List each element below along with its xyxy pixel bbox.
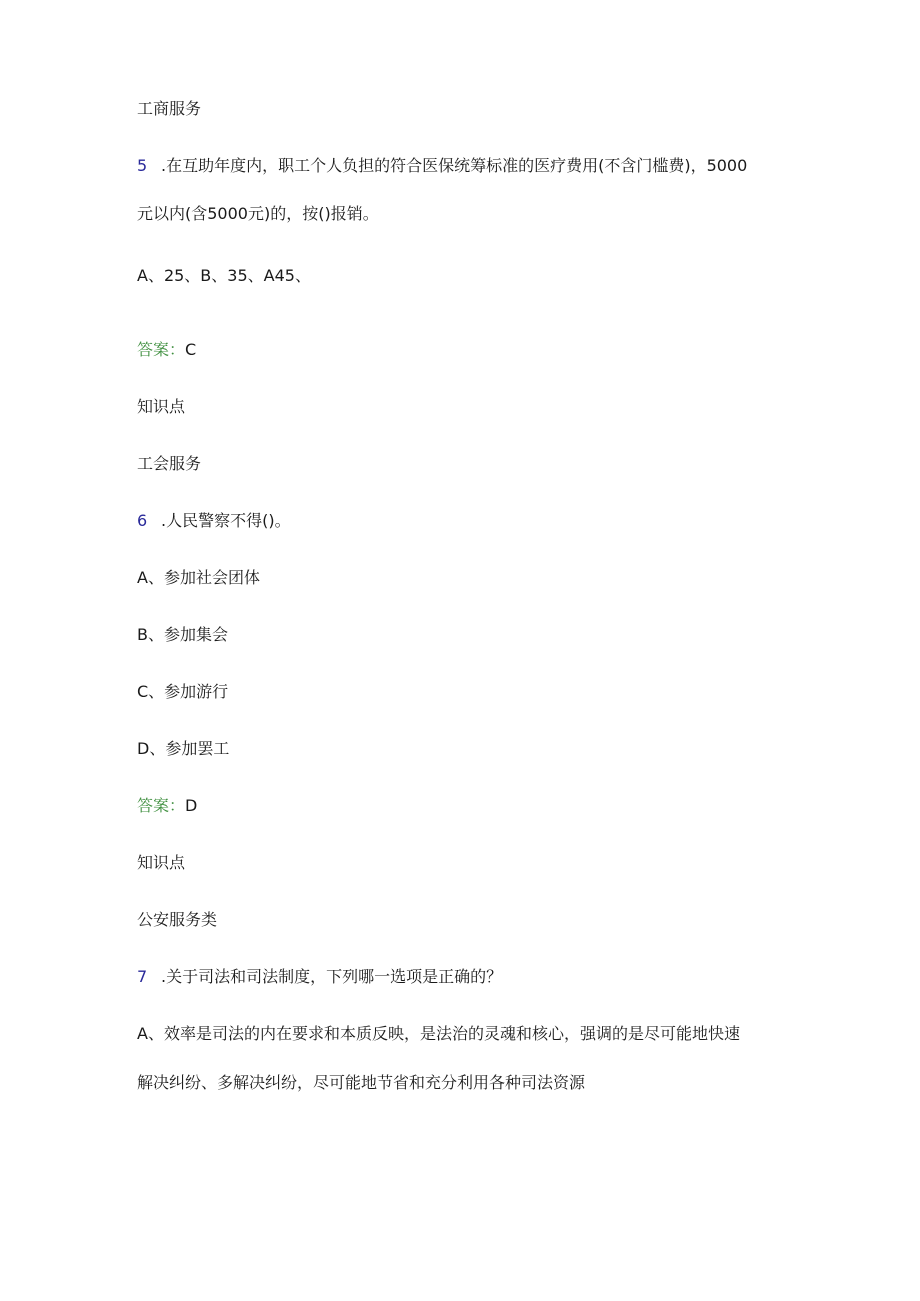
question-text: .在互助年度内，职工个人负担的符合医保统筹标准的医疗费用(不含门槛费)，5000 xyxy=(161,156,748,175)
option-d: D、参加罢工 xyxy=(137,739,230,758)
option-a-line-1: A、效率是司法的内在要求和本质反映，是法治的灵魂和核心，强调的是尽可能地快速 xyxy=(137,1024,740,1043)
question-6-line xyxy=(137,511,291,531)
option-c: C、参加游行 xyxy=(137,682,229,701)
option-a: A、参加社会团体 xyxy=(137,568,260,587)
question-number: 6 xyxy=(137,511,148,530)
category-label: 工会服务 xyxy=(137,454,202,473)
question-7-line xyxy=(137,967,502,987)
category-label: 公安服务类 xyxy=(137,910,218,929)
knowledge-label: 知识点 xyxy=(137,853,186,872)
question-5-options: A、25、B、35、A45、 xyxy=(137,266,311,285)
option-a-line-2: 解决纠纷、多解决纠纷，尽可能地节省和充分利用各种司法资源 xyxy=(137,1073,586,1092)
answer-row xyxy=(137,340,196,360)
answer-label: 答案： xyxy=(137,796,186,815)
question-number: 7 xyxy=(137,967,148,986)
answer-value: C xyxy=(185,340,197,359)
question-5-line-1 xyxy=(137,156,747,176)
answer-label: 答案： xyxy=(137,340,186,359)
knowledge-label: 知识点 xyxy=(137,397,186,416)
category-label: 工商服务 xyxy=(137,99,202,118)
option-b: B、参加集会 xyxy=(137,625,228,644)
answer-row xyxy=(137,796,197,816)
question-number: 5 xyxy=(137,156,148,175)
question-text: .关于司法和司法制度，下列哪一选项是正确的？ xyxy=(161,967,503,986)
question-text: .人民警察不得()。 xyxy=(161,511,291,530)
answer-value: D xyxy=(185,796,198,815)
question-5-line-2: 元以内(含5000元)的，按()报销。 xyxy=(137,204,379,223)
